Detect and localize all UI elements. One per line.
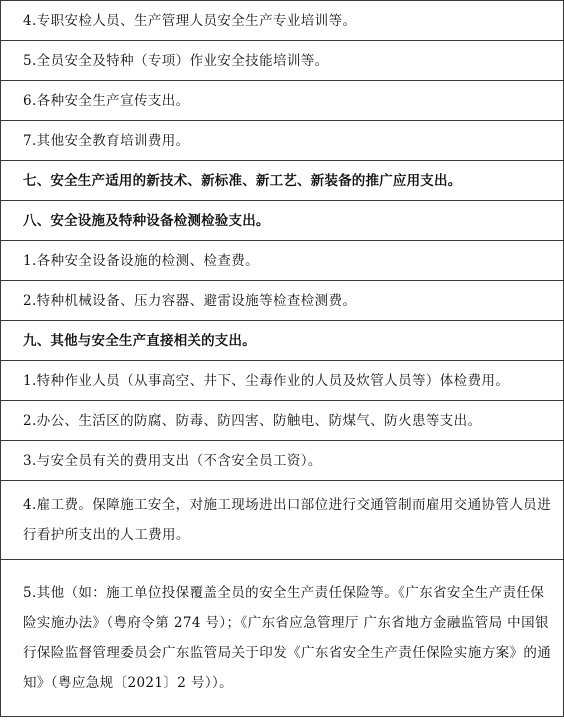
row-text: 6.各种安全生产宣传支出。 — [1, 81, 564, 121]
table-row — [1, 560, 564, 717]
table-row — [1, 401, 564, 441]
row-text: 4.专职安检人员、生产管理人员安全生产专业培训等。 — [1, 1, 564, 41]
section-heading-row — [1, 161, 564, 201]
table-row — [1, 281, 564, 321]
section-heading-row — [1, 321, 564, 361]
row-text: 5.全员安全及特种（专项）作业安全技能培训等。 — [1, 41, 564, 81]
row-text: 3.与安全员有关的费用支出（不含安全员工资）。 — [1, 441, 564, 481]
table-row — [1, 41, 564, 81]
table-row — [1, 121, 564, 161]
row-text: 4.雇工费。保障施工安全，对施工现场进出口部位进行交通管制而雇用交通协管人员进行看护所支出的人工费用。 — [1, 481, 564, 560]
row-text: 2.特种机械设备、压力容器、避雷设施等检查检测费。 — [1, 281, 564, 321]
row-text: 1.特种作业人员（从事高空、井下、尘毒作业的人员及炊管人员等）体检费用。 — [1, 361, 564, 401]
table-row — [1, 441, 564, 481]
section-heading-text: 七、安全生产适用的新技术、新标准、新工艺、新装备的推广应用支出。 — [1, 161, 564, 201]
row-text: 1.各种安全设备设施的检测、检查费。 — [1, 241, 564, 281]
section-heading-text: 八、安全设施及特种设备检测检验支出。 — [1, 201, 564, 241]
table-row — [1, 361, 564, 401]
row-text: 2.办公、生活区的防腐、防毒、防四害、防触电、防煤气、防火患等支出。 — [1, 401, 564, 441]
section-heading-text: 九、其他与安全生产直接相关的支出。 — [1, 321, 564, 361]
section-heading-row — [1, 201, 564, 241]
table-row — [1, 241, 564, 281]
table-row — [1, 81, 564, 121]
row-text: 5.其他（如：施工单位投保覆盖全员的安全生产责任保险等。《广东省安全生产责任保险实施办法》（粤府令第 274 号）；《广东省应急管理厅 广东省地方金融监管局 中国银行保险监督管理委员会广东监管局关于印发《广东省安全生产责任保险实施方案》的通知》（粤应急规〔2021〕2 号））。 — [1, 560, 564, 717]
table-row — [1, 1, 564, 41]
table-row — [1, 481, 564, 560]
row-text: 7.其他安全教育培训费用。 — [1, 121, 564, 161]
